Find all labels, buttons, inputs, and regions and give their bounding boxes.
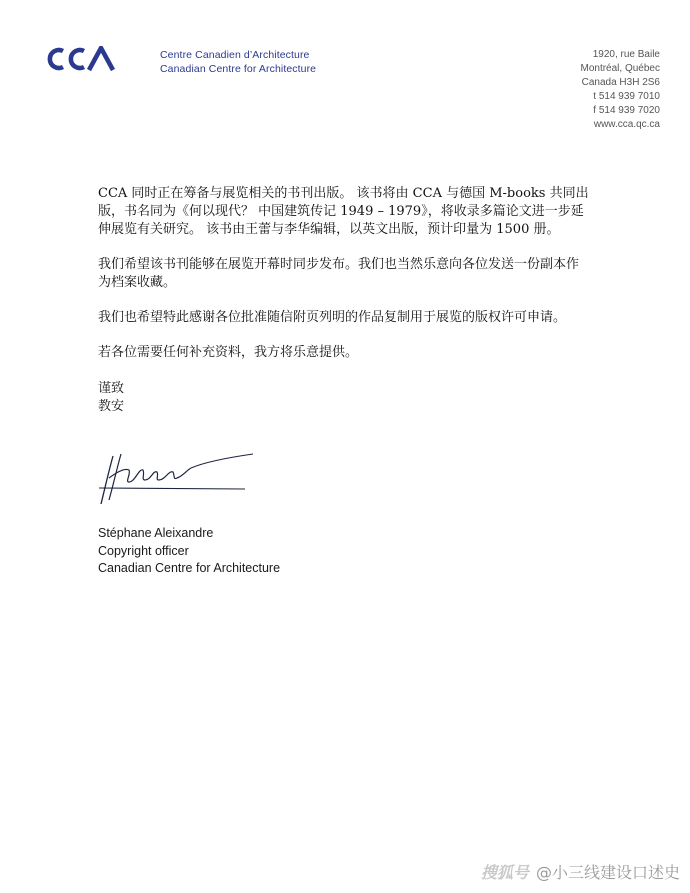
letter-paragraph-2: 我们希望该书刊能够在展览开幕时同步发布。我们也当然乐意向各位发送一份副本作为档案收藏。 — [98, 257, 580, 290]
cca-logo — [45, 46, 115, 72]
watermark — [481, 860, 680, 883]
closing-line-2: 教安 — [98, 399, 125, 414]
letter-closing — [98, 380, 124, 416]
address-phone: t 514 939 7010 — [593, 91, 660, 102]
closing-line-1: 谨致 — [98, 381, 125, 396]
address-block — [581, 48, 661, 132]
address-street: 1920, rue Baile — [592, 49, 660, 60]
handwritten-signature — [95, 448, 260, 510]
watermark-brand: 搜狐号 — [480, 863, 529, 882]
address-country-postal: Canada H3H 2S6 — [581, 77, 660, 88]
letter-paragraph-1: CCA 同时正在筹备与展览相关的书刊出版。 该书将由 CCA 与德国 M-books 共同出版，书名同为《何以现代？ 中国建筑传记 1949 – 1979》，将收录多篇论文进一步延伸展览有关研究。 该书由王蕾与李华编辑，以英文出版，预计印量为 1500 册。 — [98, 186, 589, 237]
signer-name: Stéphane Aleixandre — [98, 526, 214, 540]
watermark-handle: @小三线建设口述史 — [535, 863, 680, 882]
signer-title: Copyright officer — [98, 543, 189, 558]
letter-body — [98, 185, 590, 379]
address-website: www.cca.qc.ca — [593, 119, 660, 130]
letter-paragraph-3: 我们也希望特此感谢各位批准随信附页列明的作品复制用于展览的版权许可申请。 — [98, 310, 567, 325]
signer-organization: Canadian Centre for Architecture — [98, 561, 281, 575]
signer-block — [98, 525, 280, 578]
org-name-french: Centre Canadien d’Architecture — [160, 49, 310, 61]
letter-paragraph-4: 若各位需要任何补充资料，我方将乐意提供。 — [98, 345, 359, 360]
address-city: Montréal, Québec — [580, 63, 660, 74]
address-fax: f 514 939 7020 — [593, 105, 660, 116]
organization-names — [160, 48, 316, 76]
org-name-english: Canadian Centre for Architecture — [160, 63, 317, 75]
